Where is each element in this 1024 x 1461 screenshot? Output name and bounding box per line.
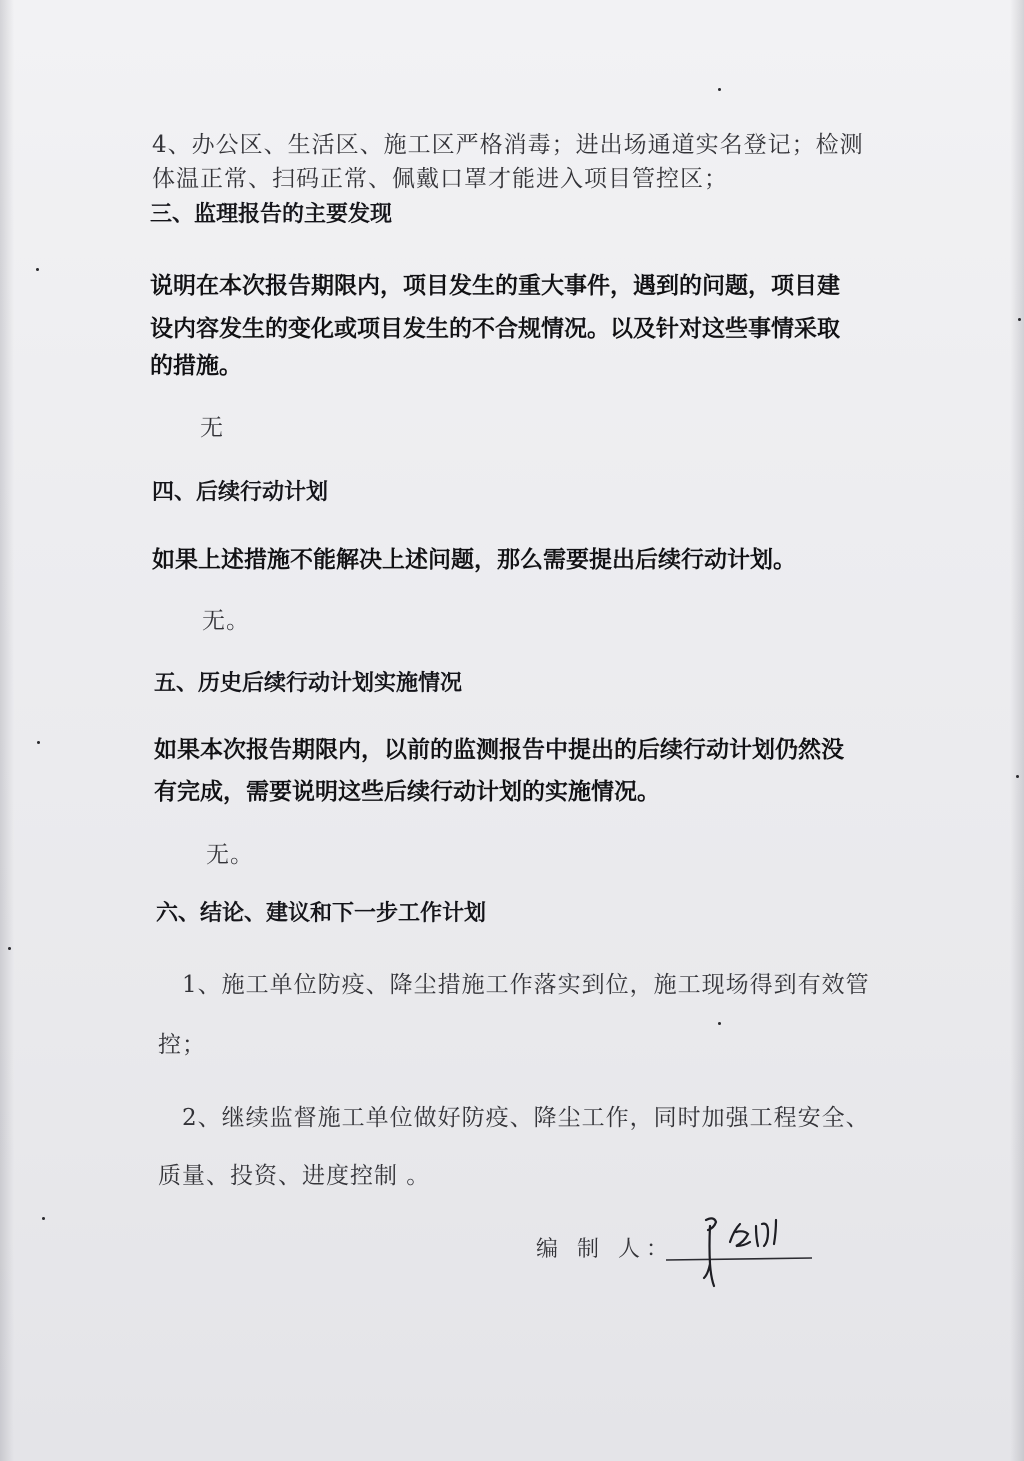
scan-speck [36,268,39,271]
section4-heading: 四、后续行动计划 [152,480,329,505]
section5-desc-line2: 有完成，需要说明这些后续行动计划的实施情况。 [154,779,660,805]
section4-answer: 无。 [202,608,250,634]
item4-line2: 体温正常、扫码正常、佩戴口罩才能进入项目管控区； [152,166,728,192]
handwritten-signature [664,1212,814,1292]
section3-desc-line1: 说明在本次报告期限内，项目发生的重大事件，遇到的问题，项目建 [150,273,840,299]
section5-answer: 无。 [206,842,254,868]
scan-speck [37,741,40,744]
section5-desc-line1: 如果本次报告期限内，以前的监测报告中提出的后续行动计划仍然没 [154,737,844,763]
section3-answer: 无 [200,415,224,441]
page-edge-shadow-left [0,0,14,1461]
signature-label: 编 制 人： [536,1237,674,1262]
signature-block [536,1212,826,1292]
item4-line1: 4、办公区、生活区、施工区严格消毒；进出场通道实名登记；检测 [152,132,864,158]
section6-item2-line1: 2、继续监督施工单位做好防疫、降尘工作，同时加强工程安全、 [182,1105,870,1131]
section6-item1-line1: 1、施工单位防疫、降尘措施工作落实到位，施工现场得到有效管 [182,972,870,998]
section5-heading: 五、历史后续行动计划实施情况 [154,671,463,696]
section3-heading: 三、监理报告的主要发现 [150,202,393,227]
page-edge-shadow-right [1010,0,1024,1461]
scan-speck [718,1022,721,1025]
section3-desc-line2: 设内容发生的变化或项目发生的不合规情况。以及针对这些事情采取 [150,316,840,342]
section6-item1-line2: 控； [158,1032,206,1058]
scan-speck [42,1217,45,1220]
section3-desc-line3: 的措施。 [150,353,242,379]
scan-speck [1018,318,1021,321]
scan-speck [718,88,721,91]
section6-item2-line2: 质量、投资、进度控制 。 [158,1163,431,1189]
scan-speck [1016,775,1019,778]
scan-speck [8,947,11,950]
section6-heading: 六、结论、建议和下一步工作计划 [156,901,487,926]
section4-desc-line1: 如果上述措施不能解决上述问题，那么需要提出后续行动计划。 [152,547,796,573]
